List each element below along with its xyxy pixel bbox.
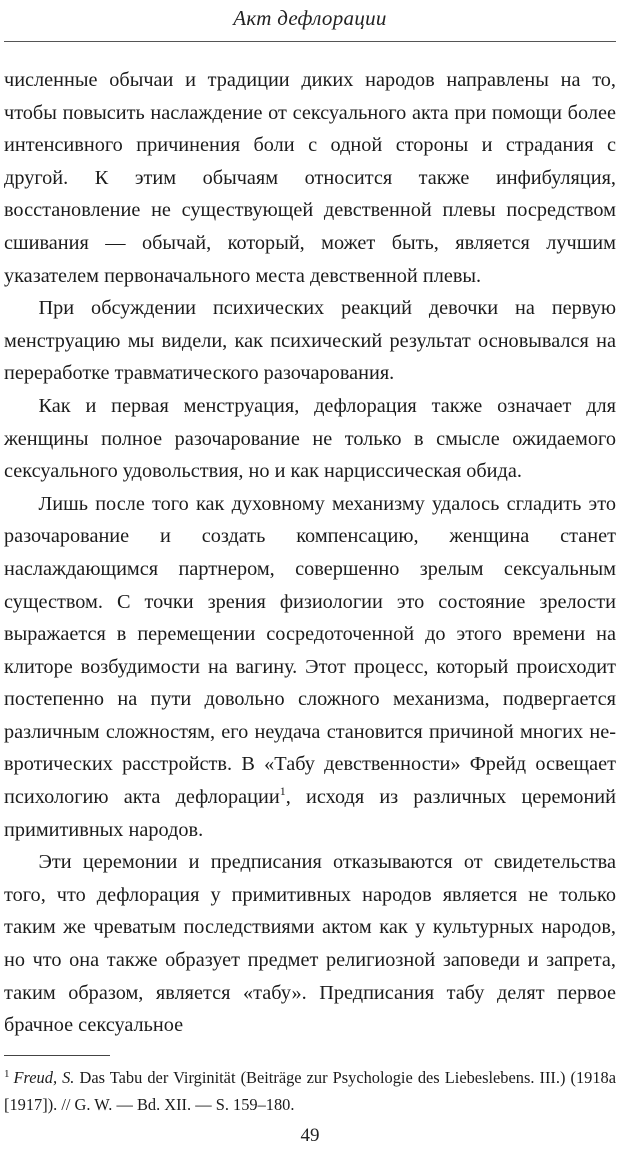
paragraph-4-text: Лишь после того как духовному механизму удалось сгладить это разочарование и создать компенсацию, женщина станет наслаждающимся партнером, совершенно зрелым сексуальным существом. С точки зрения физиологии это состояние зрелости выражается в перемещении сосредоточенной до этого времени на клиторе возбудимости на вагину. Этот процесс, который происходит постепенно на пути довольно сложного механизма, подвергается различным сложностям, его неудача становится причиной многих невротических расстройств. В «Табу девственности» Фрейд освещает психологию акта дефлорации	[4, 492, 616, 809]
footnote-number: 1	[4, 1067, 10, 1080]
running-head: Акт дефлорации	[233, 6, 387, 30]
footnote	[4, 1064, 616, 1118]
footnote-text: Das Tabu der Virginität (Beiträge zur Psychologie des Liebeslebens. III.) (1918a [1917]). // G. W. — Bd. XII. — S. 159–180.	[4, 1068, 617, 1114]
footnote-reference: 1	[279, 784, 286, 799]
body-text	[4, 64, 616, 1042]
paragraph-2: При обсуждении психических реакций девочки на первую менструацию мы видели, как психический результат основывался на переработке травматического разочарования.	[4, 297, 616, 385]
paragraph-4-text-after: , исходя из различных церемоний примитивных народов.	[4, 786, 617, 841]
footnote-author: Freud, S.	[13, 1068, 75, 1087]
footnote-rule	[4, 1055, 110, 1056]
paragraph-3: Как и первая менструация, дефлорация также означает для женщины полное разочарование не только в смысле ожидаемого сексуального удовольствия, но и как нарциссическая обида.	[4, 394, 616, 483]
paragraph-4	[4, 488, 616, 847]
paragraph-5: Эти церемонии и предписания отказываются от свидетельства того, что дефлорация у примитивных народов является не только таким же чреватым последствиями актом как у культурных народов, но что она также образует предмет религиозной заповеди и запрета, таким образом, является «табу». Предписания табу делят первое брачное сексуальное	[4, 851, 616, 1037]
paragraph-1: численные обычаи и традиции диких народов направлены на то, чтобы повысить наслаждение от сексуального акта при помощи более интенсивного причинения боли с одной стороны и страдания с другой. К этим обычаям относится также инфибуляция, восстановление не существующей девственной плевы посредством сшивания — обычай, который, может быть, является лучшим указателем первоначального места девственной плевы.	[4, 69, 616, 287]
page-number: 49	[300, 1125, 320, 1146]
header-rule	[4, 41, 616, 42]
